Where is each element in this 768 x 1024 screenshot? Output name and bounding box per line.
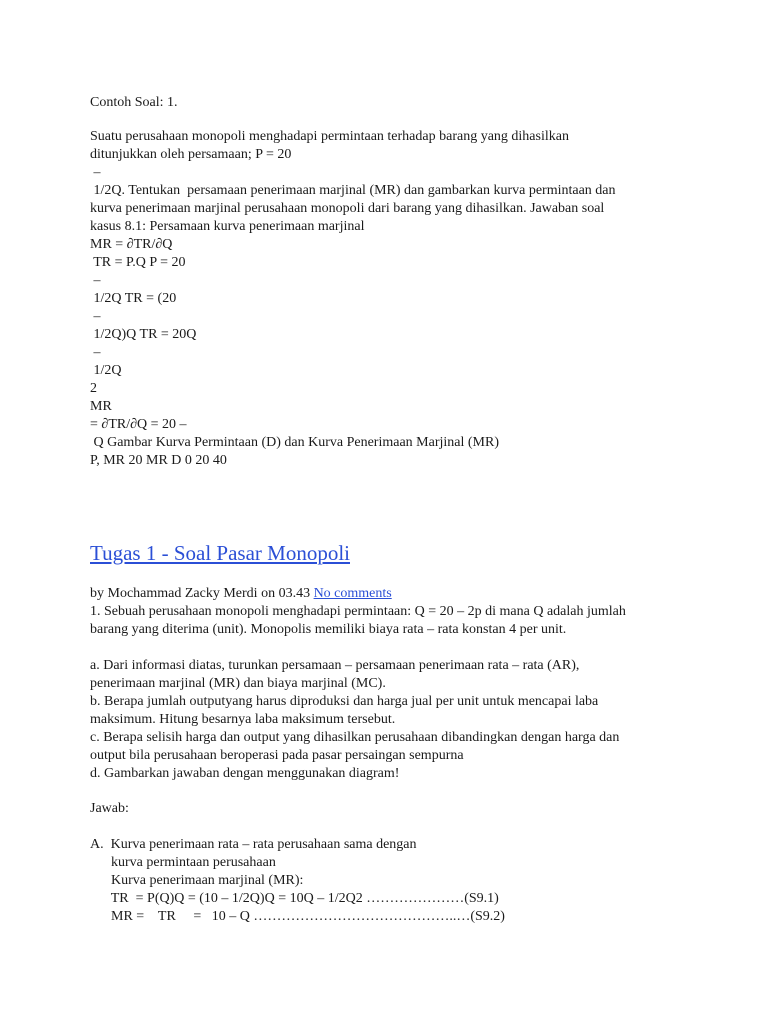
example-heading: Contoh Soal: 1.: [90, 95, 178, 110]
example-line: P, MR 20 MR D 0 20 40: [90, 453, 227, 468]
example-line: = ∂TR/∂Q = 20 –: [90, 417, 187, 432]
byline-text: by Mochammad Zacky Merdi on 03.43: [90, 586, 314, 601]
example-line: Suatu perusahaan monopoli menghadapi permintaan terhadap barang yang dihasilkan: [90, 129, 569, 144]
example-line: Q Gambar Kurva Permintaan (D) dan Kurva Penerimaan Marjinal (MR): [90, 435, 499, 450]
example-line: –: [90, 345, 101, 360]
post-line: b. Berapa jumlah outputyang harus diproduksi dan harga jual per unit untuk mencapai laba: [90, 694, 599, 709]
post-line: penerimaan marjinal (MR) dan biaya marjinal (MC).: [90, 676, 386, 691]
post-line: barang yang diterima (unit). Monopolis memiliki biaya rata – rata konstan 4 per unit.: [90, 622, 567, 637]
post-line: MR = TR = 10 – Q ……………………………………..…(S9.2): [90, 909, 505, 924]
post-line: A. Kurva penerimaan rata – rata perusahaan sama dengan: [90, 837, 417, 852]
no-comments-link[interactable]: No comments: [313, 586, 392, 601]
post-line: Jawab:: [90, 801, 129, 816]
example-line: kurva penerimaan marjinal perusahaan monopoli dari barang yang dihasilkan. Jawaban soal: [90, 201, 605, 216]
example-line: 1/2Q)Q TR = 20Q: [90, 327, 197, 342]
post-line: Kurva penerimaan marjinal (MR):: [90, 873, 304, 888]
example-line: kasus 8.1: Persamaan kurva penerimaan marjinal: [90, 219, 365, 234]
example-line: TR = P.Q P = 20: [90, 255, 186, 270]
post-line: a. Dari informasi diatas, turunkan persamaan – persamaan penerimaan rata – rata (AR),: [90, 658, 580, 673]
post-line: d. Gambarkan jawaban dengan menggunakan diagram!: [90, 766, 400, 781]
example-line: 2: [90, 381, 97, 396]
post-byline: [90, 585, 392, 603]
example-line: ditunjukkan oleh persamaan; P = 20: [90, 147, 292, 162]
example-line: –: [90, 165, 101, 180]
example-line: 1/2Q. Tentukan persamaan penerimaan marjinal (MR) dan gambarkan kurva permintaan dan: [90, 183, 616, 198]
post-line: c. Berapa selisih harga dan output yang dihasilkan perusahaan dibandingkan dengan harga dan: [90, 730, 620, 745]
post-line: kurva permintaan perusahaan: [90, 855, 276, 870]
example-line: 1/2Q TR = (20: [90, 291, 177, 306]
example-line: –: [90, 273, 101, 288]
post-line: 1. Sebuah perusahaan monopoli menghadapi permintaan: Q = 20 – 2p di mana Q adalah jumlah: [90, 604, 626, 619]
example-line: MR = ∂TR/∂Q: [90, 237, 173, 252]
example-line: –: [90, 309, 101, 324]
example-line: MR: [90, 399, 112, 414]
post-title-link[interactable]: Tugas 1 - Soal Pasar Monopoli: [90, 541, 350, 565]
example-line: 1/2Q: [90, 363, 122, 378]
post-line: TR = P(Q)Q = (10 – 1/2Q)Q = 10Q – 1/2Q2 …………………(S9.1): [90, 891, 499, 906]
post-line: output bila perusahaan beroperasi pada pasar persaingan sempurna: [90, 748, 464, 763]
post-line: maksimum. Hitung besarnya laba maksimum tersebut.: [90, 712, 396, 727]
